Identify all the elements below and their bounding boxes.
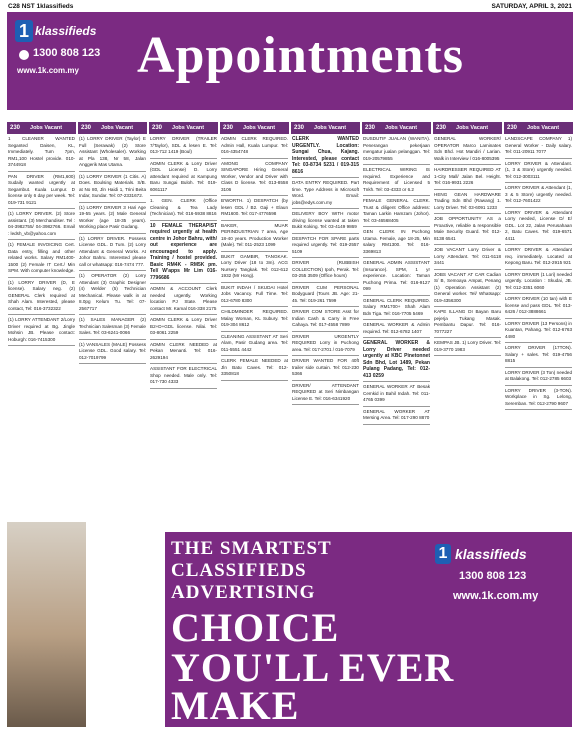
banner-line: MAKE: [171, 683, 300, 728]
ad-item: LORRY DRIVER (1 Lori) needed urgently. Location : Skudai, JB. Tel: 012-3351 6060: [505, 272, 572, 295]
ad-item: GENERAL WORKER AT Mersing Area. Tel: 017-290 8870: [363, 409, 430, 425]
ad-item: GENERAL ADMIN ASSISTANT (Insurance). SPM, 1 yr experience. Location: Taman Puchong Prima. Tel: 016-9127 099: [363, 260, 430, 296]
category-label: Jobs Vacant: [527, 125, 560, 131]
ad-item: LORRY DRIVER (13 Persons) in Kuantan, Pahang. Tel: 012-6763 4480: [505, 321, 572, 344]
column-header: [7, 122, 76, 134]
ad-item: KEMPAS JB. 1) Lorry Driver. Tel: 019-3770 1983: [434, 340, 501, 356]
page-title: Appointments: [137, 27, 464, 84]
header-banner: [7, 12, 573, 110]
column-ads: [362, 134, 431, 429]
date-label: SATURDAY, APRIL 3, 2021: [491, 2, 572, 10]
businessman-photo: [7, 522, 86, 727]
category-label: Jobs Vacant: [172, 125, 205, 131]
column-header: [291, 122, 360, 134]
ad-item: CLEANING ASSISTANT AT Seri Alam, Pasir Gudang area. Tel: 011-5551 4442: [221, 334, 288, 357]
promo-banner: [165, 532, 572, 727]
ad-item: LORRY DRIVER (3 Ton) needed at Balakong. Tel: 012-2785 6603: [505, 370, 572, 386]
ad-item-highlight: 10 FEMALE THERAPIST required urgently at health centre in Johor Bahru, with/ out experience are encouraged to apply. Training / hostel provided. Basic RM4K - RM5K pm. Tel/ W'apps Mr Lim 016-7796686: [150, 223, 217, 285]
ad-item: (1) LORRY DRIVER (D, E license). Salary neg. (2) GENERAL Clerk required at Shah Alam. Interested, please contact, Tel: 016-3732322: [8, 280, 75, 316]
top-strip: [0, 0, 580, 12]
category-number: 230: [223, 125, 234, 131]
ad-item: JOBS VACANT AT CAR Cadian S/ B, Semoaya Ampat, Penang (1) Operation Assistant (2) General worker. Tel/ Whatsapp: 019-4356300: [434, 272, 501, 308]
website-link[interactable]: www.1k.com.my: [453, 590, 539, 602]
ad-item: ADMIN & ACCOUNT Clerk needed urgently. Working location PJ State. Please contact Mr. Kamal 016-338 2175: [150, 286, 217, 315]
ad-item: GENERAL WORKER/ OPERATOR Marco Laminates Sdn Bhd. Hot Mandiri / Larian. Walk in Interview / 016-8005395: [434, 136, 501, 165]
ad-item: DRIVER/ ATTENDANT REQUIRED at Seri Nimbangan License E. Tel: 016-6341920: [292, 383, 359, 406]
ad-item: (1) VANSALES (MALE) Possess License GDL. Good salary. Tel: 012-7019799: [79, 342, 146, 365]
ad-item: BUKIT GAMBIR, TANGKAK. Lorry Driver (18 to 3m). ACG Nursery Tangkak. Tel: 012-612 1932 (Mr Hong).: [221, 254, 288, 283]
column-ads: [504, 134, 573, 414]
ad-item: DATA ENTRY REQUIRED. Part time. Type Address in Microsoft Word. Email: jobs@edys.com.my: [292, 180, 359, 209]
ad-item-highlight: CLERK WANTED URGENTLY. Location: Sungai Chua, Kajang. Interested, please contact Tel: 03-8734 5231 / 019-315 8616: [292, 136, 359, 178]
ad-item: B'WORTH. 1) DESPATCH (by lesen GDL / B2. Gaji + Elaun RM1600. Tel: 017-4776598: [221, 198, 288, 221]
ad-item: (1) LORRY DRIVER 3 Hari Age 19-55 years. (2) Male General Worker (age 18-35 years). Working place Pasir Gudang.: [79, 205, 146, 234]
ad-item: LORRY DRIVER & Attendant req. immediately. Located at Kepong Baru. Tel: 012-2915 921: [505, 247, 572, 270]
logo-wordmark: klassifieds: [35, 24, 97, 38]
ad-item: BAKER, MUAR PERINDUSTRIAN 7 area, Age 18-40 years. Production Worker (Male). Tel: 011-2523 1099: [221, 223, 288, 252]
phone-icon: [19, 50, 29, 60]
banner-line: THE SMARTEST: [171, 538, 332, 559]
category-label: Jobs Vacant: [314, 125, 347, 131]
ad-item: ADMIN CLERK & Lorry Driver B2+D+GDL license. Nilai. Tel: 03-8061 2259: [150, 317, 217, 340]
category-number: 230: [10, 125, 21, 131]
logo-wordmark: klassifieds: [455, 546, 527, 562]
category-number: 230: [507, 125, 518, 131]
category-number: 230: [152, 125, 163, 131]
ad-item: DESPATCH FOR SPARE parts required urgently. Tel: 019-2557 5109: [292, 236, 359, 259]
category-number: 230: [436, 125, 447, 131]
ad-item: GEN CLERK IN Puchong Utama. Female, age 18-25, Min salary RM1300. Tel: 016-3369813: [363, 229, 430, 258]
ad-item: KAPE ILLANG DI Bayan Baru pejerja Tukang Masak. Pembantu Dapur. Tel: 016-7077227: [434, 309, 501, 338]
ad-item: DUSDUTIF JUALAN (WANITA). Penerangan pekerjaan mengatur jualan pelanggan. Tel: 019-20579855: [363, 136, 430, 165]
ad-item: LORRY DRIVER (3-TON). Workplace in Sg. Lelong, Seremban. Tel: 012-2790 9607: [505, 388, 572, 411]
ad-item: LORRY DRIVER (10 tan) with E license and pass GDL. Tel: 013-6426 / 012-3888661: [505, 296, 572, 319]
ad-item: GENERAL CLERK REQUIRED. Salary RM1700+ Shah Alam Bdn Tiga. Tel: 016-7705 5469: [363, 298, 430, 321]
ad-item: (1) LORRY DRIVER (Taylor) E Full (Serawak) (2) Store Assistant (Wholesaler). Working at Pla 138, Nr 58, Jalan Anggerik Mas Utama.: [79, 136, 146, 172]
ad-item: ADMIN CLERK NEEDED at Pekan Menanti. Tel: 016-2629194: [150, 342, 217, 365]
category-label: Jobs Vacant: [101, 125, 134, 131]
logo-mark: 1: [435, 544, 451, 564]
ad-item: ASSISTANT FOR ELECTRICAL Shop needed. Male only. Tel: 017-730 4333: [150, 366, 217, 389]
ad-item: AMONG COMPANY SINGAPORE Hiring General Worker, Vendor and Driver with Class D license. Tel: 013-8558 3106: [221, 161, 288, 197]
column-header: [362, 122, 431, 134]
column-1: [7, 122, 76, 727]
ad-item: LORRY DRIVER & Attendant Lorry needed, License D/ E/ GDL. Lot 22, Jalan Perusahaan 2, Batu Caves. Tel: 019-6571 4411: [505, 210, 572, 246]
column-header: [504, 122, 573, 134]
brand-logo[interactable]: [13, 20, 117, 102]
ad-item: LANDSCAPE COMPANY 1) General Worker - Daily salary. Tel: 011-20911 7077: [505, 136, 572, 159]
ad-item: LORRY DRIVER (17TON). Salary + sales. Tel: 019-4756 8815: [505, 345, 572, 368]
ad-item: DRIVER COM STORE Asst for Indian Cash & Carry in Free Cahaya. Tel: 017-4558 7899: [292, 309, 359, 332]
column-ads: [291, 134, 360, 409]
column-ads: [78, 134, 147, 368]
ad-item: (1) OPERATOR (2) Lorry Attendant (3) Graphic Designer (4) Welder (5) Technician Mechanical. Please walk in at 8.0pg Kelum Tu. Tel: 07-2567717: [79, 273, 146, 315]
ad-item: FEMALE GENERAL CLERK. Trust & diligent Office address: Taman Larkin Hamzam (Johor). Tel: 03-46568405: [363, 198, 430, 227]
column-ads: [220, 134, 289, 385]
category-number: 230: [81, 125, 92, 131]
column-2: [78, 122, 147, 727]
category-label: Jobs Vacant: [243, 125, 276, 131]
column-header: [78, 122, 147, 134]
ad-item: JOB VACANT Lorry Driver & Lorry Attendant. Tel: 011-5118 3441: [434, 247, 501, 270]
ad-item: (1) LORRY DRIVER (1 Citis. A) Does. Boulsing Materials. S/B. at No 80, Jln Haidi 1, Trini Beita Indar, Sundar. Tel: 07-2331672.: [79, 174, 146, 203]
ad-item: HENG GEAN HARDWARE Trading Sdn Bhd (Rawang) 1. Lorry Driver. Tel: 03-6091 1233: [434, 192, 501, 215]
banner-line: ADVERTISING: [171, 582, 316, 603]
column-ads: [149, 134, 218, 393]
ad-item: (1) LORRY DRIVER. Possess License GDL. D Tum. (2) Lorry Attendant & General Works. At Johor Bahru. Interested please call or whatsapp: 016-7474 777.: [79, 236, 146, 272]
ad-item: GENERAL WORKER & Admin required. Tel: 012-6782 1407: [363, 322, 430, 338]
ad-item: (1) SALES MANAGER (2) Technician Salesman (3) Female Sales. Tel: 03-6241-0066: [79, 317, 146, 340]
ad-item: CHILDMINDER REQUIRED. Malay Woman, KL Subury. Tel: 019-304 8612: [221, 309, 288, 332]
ad-item: LORRY DRIVER & Attendant. (1, 3 & Store) urgently needed. Tel: 012-3003111: [505, 161, 572, 184]
logo-mark: 1: [15, 20, 33, 42]
category-label: Jobs Vacant: [385, 125, 418, 131]
ad-item: (1) LORRY ATTENDANT 2/Lorry Driver required at Bg. Jingle Mohsin JB. Please contact: Hoburgh: 016-7415300: [8, 317, 75, 346]
ad-item: DRIVER URGENTLY REQUIRED Lorry in Puchong area. Tel: 017-2701 / 016-7079: [292, 334, 359, 357]
ad-item: (1) FEMALE INVOICING Cert. Data entry, filling and other related works. Salary RM1400-1500 (2) Female IT Cert./ Min SPM. With computer knowledge.: [8, 242, 75, 278]
ad-item: CLERK FEMALE NEEDED at Jln Batu Caves. Tel: 012-3350818: [221, 358, 288, 381]
category-label: Jobs Vacant: [30, 125, 63, 131]
ad-item: PAN DRIVER (RM1,600) Sudaily wanted urgently at Segambut. Kuala Lumpur. D license only 6 day per week. Tel: 019-731 9121: [8, 174, 75, 210]
ad-item: DRIVER CUM PERSONAL Bodyguard (Tours JB. Age: 21-45. Tel: 019-261 7599: [292, 285, 359, 308]
banner-line: YOU'LL EVER: [171, 645, 455, 690]
ad-item: BUKIT INDAH / SKUDAI Hotel Jobs Vacancy. Full Time. Tel: 012-6780 8300: [221, 285, 288, 308]
banner-line: CHOICE: [171, 605, 340, 650]
ad-item: DRIVER (RUBBISH COLLECTION) Ipoh, Perak. Tel: 03-255 3509 (Office hours): [292, 260, 359, 283]
ad-item: DRIVER WANTED FOR 40ft trailer side curtain. Tel: 012-230 5366: [292, 358, 359, 381]
ad-item: GENERAL WORKER AT Besak Cemkid in Bahil Indah. Tel: 011-4765 0399: [363, 384, 430, 407]
banner-line: CLASSIFIEDS: [171, 560, 307, 581]
ad-item: ADMIN CLERK REQUIRED. Admin Hall, Kuala Lumpur. Tel: 016-4354748: [221, 136, 288, 159]
ad-item: 1 CLEANER WANTED Seganted Daisen, KL, Immediately. Tum 7pm, RM1,100 Hostel provide. 010-3744918: [8, 136, 75, 172]
column-header: [149, 122, 218, 134]
phone-number: 1300 808 123: [459, 570, 527, 582]
category-number: 230: [365, 125, 376, 131]
ad-item: LORRY DRIVER (TRAILER 7/Taylor), SDL & lesen E. Tel: 013-712 1419 (Boul): [150, 136, 217, 159]
ad-item: ELECTRICAL WIRING IS required. Experience and Requirement of Licensed 5 Tnkh. Tel: 03-4333 or 6.2: [363, 167, 430, 196]
category-label: Jobs Vacant: [456, 125, 489, 131]
banner-logo[interactable]: [435, 538, 565, 608]
ad-item: 1. GEN. CLERK (Office Cleaning & Tea Lady (Technician). Tel: 016-5938 8816: [150, 198, 217, 221]
section-label: C28 NST 1klassifieds: [8, 2, 74, 10]
column-header: [220, 122, 289, 134]
column-header: [433, 122, 502, 134]
ad-item-highlight: GENERAL WORKER & Lorry Driver needed urgently at KBC Pinetonnet Sdn Bhd, Lot 1489, Pekan Pulang Padang, Tel: 012-413 0259: [363, 340, 430, 382]
ad-item: HAIRDRESSER REQUIRED AT 1-City Mall/ Jalan Bel. Height. Tel: 016-9931 2226: [434, 167, 501, 190]
ad-item: LORRY DRIVER & Attendant (1, 3 & 5 Store) urgently needed. Tel: 012-7601422: [505, 185, 572, 208]
phone-number: 1300 808 123: [33, 47, 101, 59]
category-number: 230: [294, 125, 305, 131]
ad-item: (1) LORRY DRIVER. (2) Store assistant. (3) Merchandiser. Tel : 04-3982755/ 04-3982766. Email : ledsh_vb@yahoo.com: [8, 211, 75, 240]
website-link[interactable]: www.1k.com.my: [17, 66, 79, 75]
ad-item: DELIVERY BOY WITH motor driving license wanted at taken Bukit Koking. Tel: 03-4149 9869: [292, 211, 359, 234]
ad-item: ADMIN CLERK & Lorry Driver (GDL License) D. Lorry attendant required at Kampung Baru Sungai Buloh. Tel: 019-6061117: [150, 161, 217, 197]
column-ads: [7, 134, 76, 350]
ad-item: JOB OPPORTUNITY AS a Proactive, reliable & responsible Male Security Guard. Tel: 012-8138 6541: [434, 216, 501, 245]
column-ads: [433, 134, 502, 360]
